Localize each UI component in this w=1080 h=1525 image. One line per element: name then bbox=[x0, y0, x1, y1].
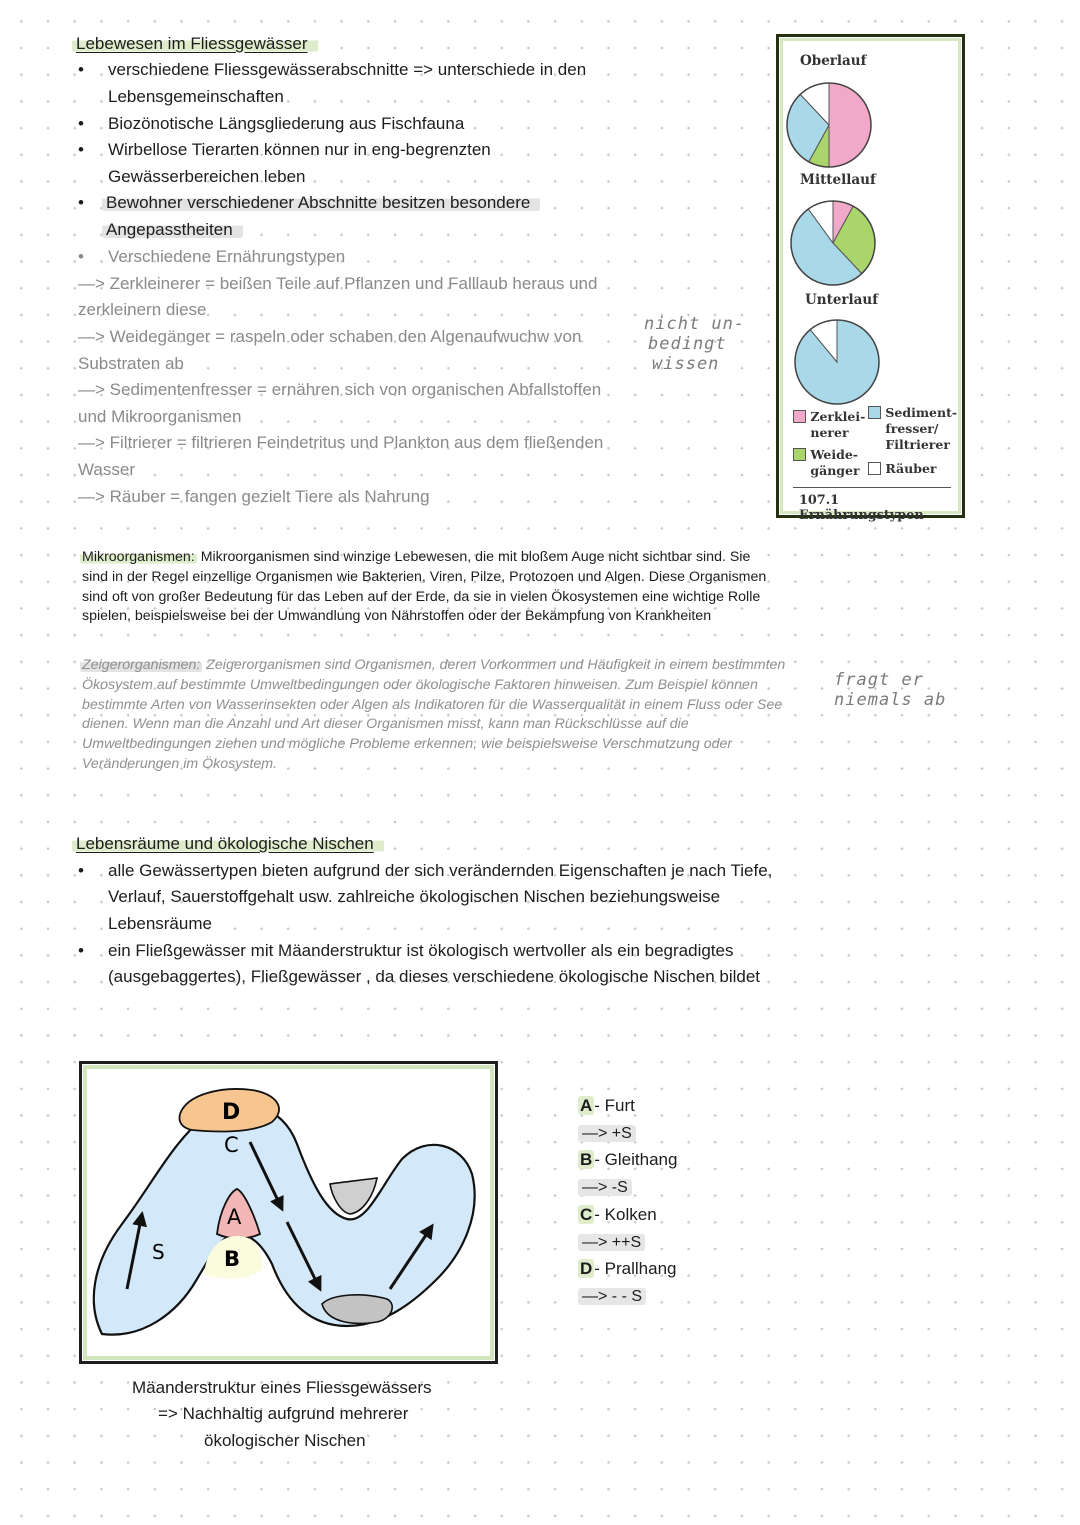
label-s: S bbox=[152, 1240, 165, 1264]
pie-title-mittellauf: Mittellauf bbox=[800, 172, 876, 188]
label-d: D bbox=[222, 1100, 241, 1125]
pie-slice-oberlauf-zerkleinerer bbox=[829, 83, 871, 167]
legend-c-arrow: —> ++S bbox=[578, 1229, 677, 1257]
s1-line-12: Substraten ab bbox=[78, 354, 184, 373]
pie-mittellauf bbox=[791, 201, 875, 285]
zeiger-paragraph: Zeigerorganismen: Zeigerorganismen sind Organismen, deren Vorkommen und Häufigkeit in einem bestimmten Ökosystem auf bestimmte Umweltbedingungen oder ökologische Faktoren hinweisen. Zum Beispiel können bestimmte Arten von Wasserinsekten oder Algen als Indikatoren für die Wasserqualität in einem Fluss oder See dienen. Wenn man die Anzahl und Art dieser Organismen misst, kann man Rückschlüsse auf die Umweltbedingungen ziehen und mögliche Probleme erkennen, wie beispielsweise Verschmutzung oder Veränderungen im Ökosystem. bbox=[82, 657, 786, 772]
s1-line-8: • Verschiedene Ernährungstypen bbox=[108, 244, 345, 271]
pie-title-oberlauf: Oberlauf bbox=[800, 53, 867, 69]
s1-line-9: —> Zerkleinerer = beißen Teile auf Pflanzen und Falllaub heraus und bbox=[78, 274, 598, 293]
legend-swatch-weidegaenger bbox=[793, 448, 806, 461]
s2-line-3: Lebensräume bbox=[108, 914, 212, 933]
legend-a-arrow: —> +S bbox=[578, 1120, 677, 1148]
s2-line-2: Verlauf, Sauerstoffgehalt usw. zahlreiche ökologischen Nischen beziehungsweise bbox=[108, 887, 721, 906]
legend-d: D - Prallhang bbox=[580, 1259, 677, 1279]
legend-c: C - Kolken bbox=[580, 1204, 657, 1224]
legend-zerkleinerer: Zerklei- nerer bbox=[793, 409, 865, 441]
label-c: C bbox=[224, 1133, 239, 1157]
s1-line-17: —> Räuber = fangen gezielt Tiere als Nahrung bbox=[78, 487, 430, 506]
handnote-nicht-unbedingt: nicht un- bedingt wissen bbox=[644, 314, 746, 374]
chart-divider bbox=[793, 487, 951, 488]
river-body bbox=[94, 1105, 475, 1334]
legend-b-arrow: —> -S bbox=[578, 1174, 677, 1202]
s1-line-5: Gewässerbereichen leben bbox=[108, 167, 306, 186]
s1-line-14: und Mikroorganismen bbox=[78, 407, 242, 426]
label-a: A bbox=[227, 1205, 242, 1229]
s1-line-13: —> Sedimentenfresser = ernähren sich von organischen Abfallstoffen bbox=[78, 380, 602, 399]
meander-svg bbox=[82, 1064, 495, 1361]
s1-line-7: Angepasstheiten bbox=[108, 217, 243, 244]
legend-b: B - Gleithang bbox=[580, 1150, 678, 1170]
pie-unterlauf bbox=[795, 320, 879, 404]
legend-raeuber: Räuber bbox=[868, 461, 937, 477]
niche-legend bbox=[578, 1093, 677, 1311]
nutrition-types-chart bbox=[776, 34, 965, 523]
label-b: B bbox=[224, 1247, 241, 1271]
s1-line-1: • verschiedene Fliessgewässerabschnitte => unterschiede in den bbox=[108, 57, 586, 84]
s2-line-5: (ausgebaggertes), Fließgewässer , da dieses verschiedene ökologische Nischen bildet bbox=[108, 967, 761, 986]
s1-line-2: Lebensgemeinschaften bbox=[108, 87, 284, 106]
diagram-caption-3: ökologischer Nischen bbox=[204, 1431, 366, 1450]
legend-a: A - Furt bbox=[580, 1096, 635, 1115]
section1-title: Lebewesen im Fliessgewässer bbox=[78, 34, 318, 54]
s1-line-11: —> Weidegänger = raspeln oder schaben den Algenaufwuchw von bbox=[78, 327, 582, 346]
legend-swatch-sediment bbox=[868, 406, 881, 419]
chart-caption: 107.1 Ernährungstypen bbox=[799, 493, 924, 523]
s1-line-10: zerkleinern diese bbox=[78, 300, 207, 319]
pie-title-unterlauf: Unterlauf bbox=[805, 292, 879, 308]
s2-line-4: • ein Fließgewässer mit Mäanderstruktur ist ökologisch wertvoller als ein begradigtes bbox=[108, 938, 734, 965]
s1-line-4: • Wirbellose Tierarten können nur in eng-begrenzten bbox=[108, 137, 491, 164]
s1-line-3: • Biozönotische Längsgliederung aus Fischfauna bbox=[108, 111, 464, 138]
s1-line-6: • Bewohner verschiedener Abschnitte besitzen besondere bbox=[108, 190, 540, 217]
legend-swatch-zerkleinerer bbox=[793, 410, 806, 423]
legend-weidegaenger: Weide- gänger bbox=[793, 447, 860, 479]
legend-d-arrow: —> - - S bbox=[578, 1283, 677, 1311]
diagram-caption-2: => Nachhaltig aufgrund mehrerer bbox=[158, 1404, 409, 1423]
meander-diagram bbox=[79, 1061, 498, 1364]
s1-line-16: Wasser bbox=[78, 460, 135, 479]
legend-sedimentfresser: Sediment- fresser/ Filtrierer bbox=[868, 405, 957, 453]
mikro-paragraph: Mikroorganismen: Mikroorganismen sind winzige Lebewesen, die mit bloßem Auge nicht sichtbar sind. Sie sind in der Regel einzellige Organismen wie Bakterien, Viren, Pilze, Protozoen und Algen. Diese Organismen sind oft von großer Bedeutung für das Leben auf der Erde, da sie in vielen Ökosystemen eine wichtige Rolle spielen, beispielsweise bei der Umwandlung von Nährstoffen oder der Bekämpfung von Krankheiten bbox=[82, 549, 767, 625]
handnote-fragt-er: fragt er niemals ab bbox=[834, 670, 947, 710]
s2-line-1: • alle Gewässertypen bieten aufgrund der sich verändernden Eigenschaften je nach Tiefe, bbox=[108, 858, 772, 885]
section2-title: Lebensräume und ökologische Nischen bbox=[78, 834, 384, 854]
s1-line-15: —> Filtrierer = filtrieren Feindetritus und Plankton aus dem fließenden bbox=[78, 433, 604, 452]
diagram-caption-1: Mäanderstruktur eines Fliessgewässers bbox=[132, 1378, 432, 1397]
pie-oberlauf bbox=[787, 83, 871, 167]
legend-swatch-raeuber bbox=[868, 462, 881, 475]
